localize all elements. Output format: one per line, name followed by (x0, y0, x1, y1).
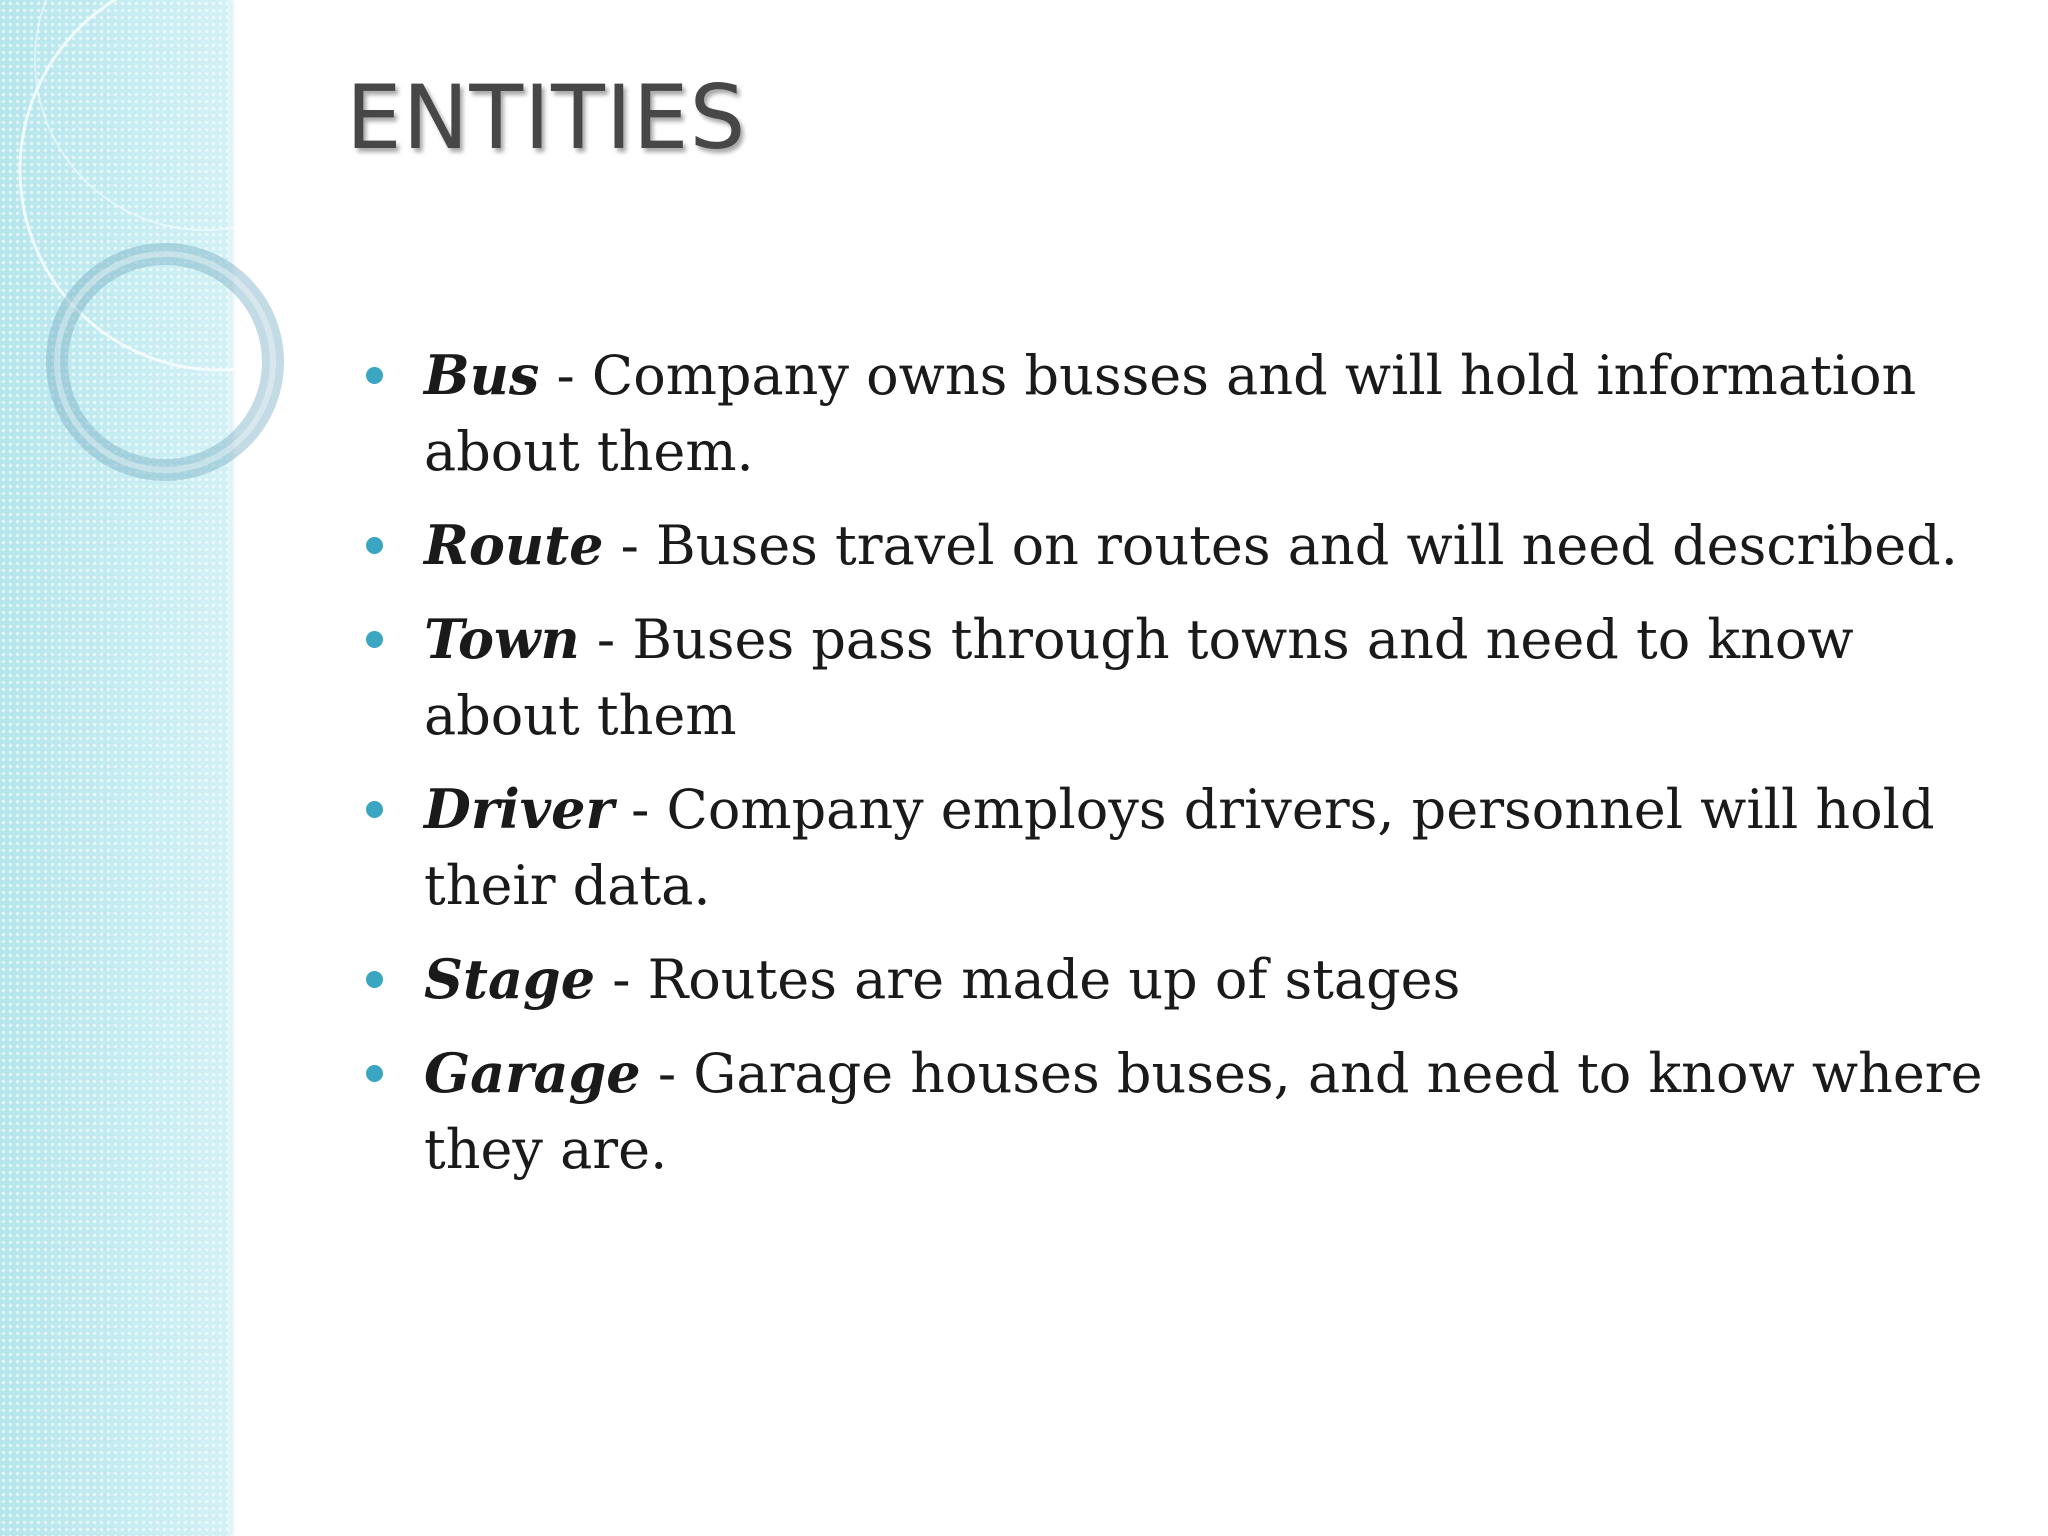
entity-term: Route (424, 513, 604, 577)
list-item (358, 601, 1998, 754)
entity-description: - Buses pass through towns and need to know about them (424, 608, 1854, 747)
list-item (358, 1035, 1998, 1188)
bullet-dot-icon (366, 1065, 383, 1082)
bullet-dot-icon (366, 631, 383, 648)
entity-term: Bus (424, 343, 540, 407)
bullet-dot-icon (366, 971, 383, 988)
decorative-circles (0, 0, 400, 560)
list-item (358, 771, 1998, 924)
bullet-dot-icon (366, 801, 383, 818)
entity-term: Town (424, 607, 580, 671)
list-item (358, 941, 1998, 1018)
bullet-dot-icon (366, 367, 383, 384)
bullet-dot-icon (366, 537, 383, 554)
entity-description: - Buses travel on routes and will need described. (603, 514, 1958, 577)
slide-title: ENTITIES (346, 66, 747, 169)
list-item (358, 337, 1998, 490)
entity-description: - Routes are made up of stages (595, 948, 1461, 1011)
entity-description: - Company employs drivers, personnel will hold their data. (424, 778, 1935, 917)
bullet-list (358, 337, 1998, 1205)
small-outline-ring (35, 0, 375, 230)
entity-description: - Garage houses buses, and need to know where they are. (424, 1042, 1983, 1181)
entity-term: Stage (424, 947, 596, 1011)
list-item (358, 507, 1998, 584)
entity-term: Driver (424, 777, 614, 841)
entity-term: Garage (424, 1041, 641, 1105)
entity-description: - Company owns busses and will hold information about them. (424, 344, 1917, 483)
